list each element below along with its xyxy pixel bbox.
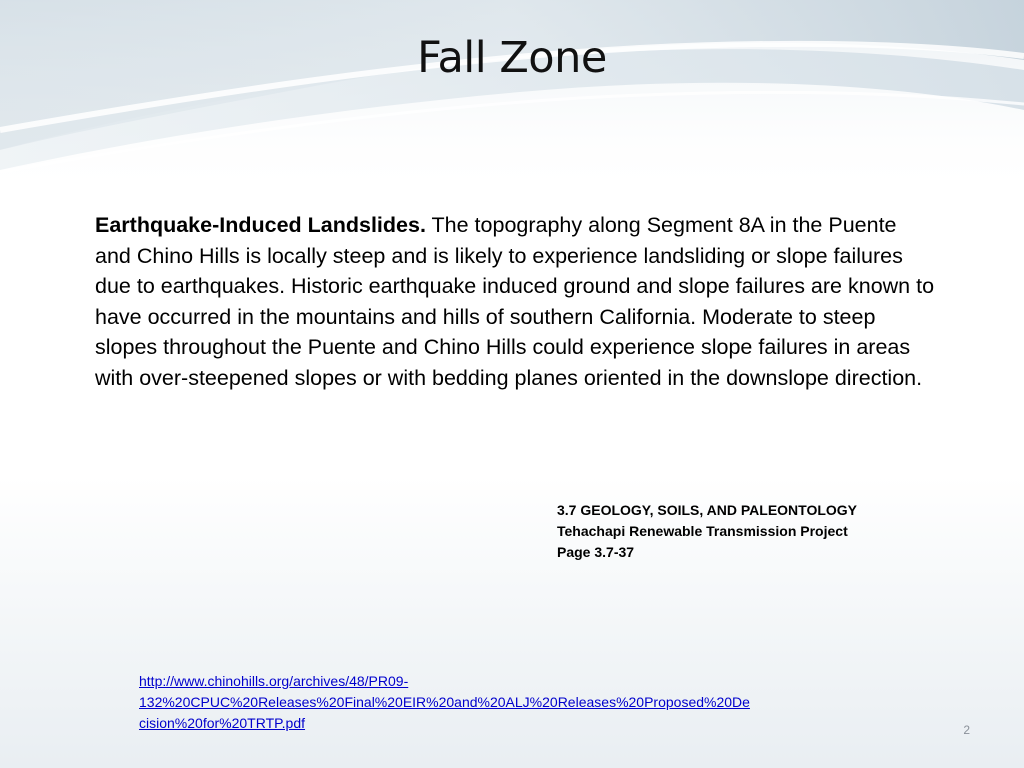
citation-line-project: Tehachapi Renewable Transmission Project (557, 523, 848, 539)
page-number: 2 (963, 723, 970, 737)
source-citation (557, 500, 977, 563)
source-link-line-1[interactable]: http://www.chinohills.org/archives/48/PR09- (139, 673, 409, 689)
source-link-line-3[interactable]: cision%20for%20TRTP.pdf (139, 715, 306, 731)
body-paragraph (95, 210, 935, 393)
body-heading: Earthquake-Induced Landslides. (95, 213, 426, 237)
body-text: The topography along Segment 8A in the Puente and Chino Hills is locally steep and is likely to experience landsliding or slope failures due to earthquakes. Historic earthquake induced ground and slope failures are known to have occurred in the mountains and hills of southern California. Moderate to steep slopes throughout the Puente and Chino Hills could experience slope failures in areas with over-steepened slopes or with bedding planes oriented in the downslope direction. (95, 213, 935, 390)
citation-line-section: 3.7 GEOLOGY, SOILS, AND PALEONTOLOGY (557, 502, 858, 518)
source-link-line-2[interactable]: 132%20CPUC%20Releases%20Final%20EIR%20and%20ALJ%20Releases%20Proposed%20De (139, 694, 750, 710)
source-link[interactable] (139, 671, 899, 734)
slide-title: Fall Zone (417, 33, 607, 83)
citation-line-page: Page 3.7-37 (557, 544, 635, 560)
